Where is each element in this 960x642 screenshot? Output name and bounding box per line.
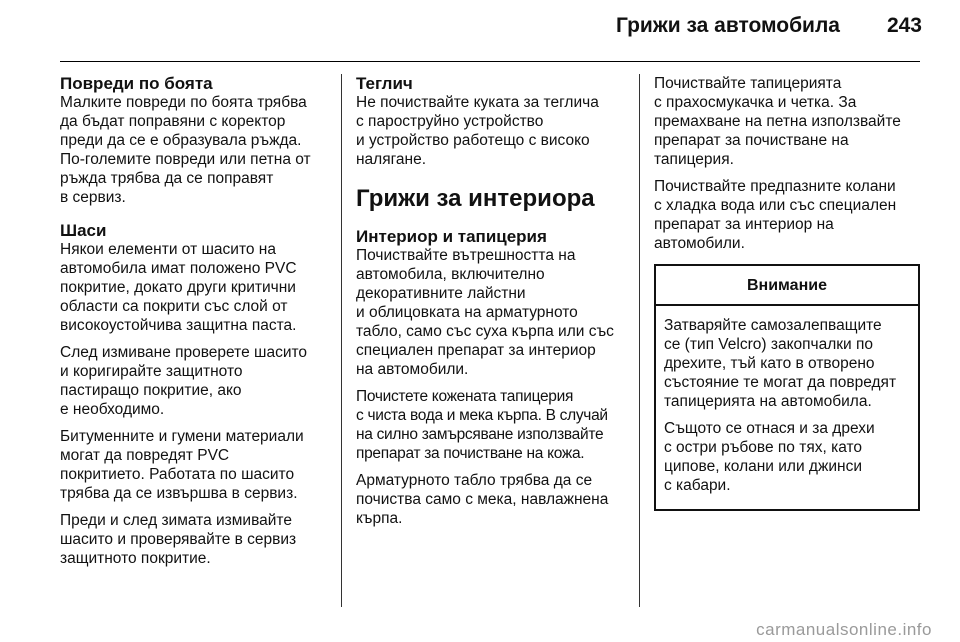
paint-damage-text: Малките повреди по боята трябва да бъдат поправяни с коректор преди да се е образувала ръжда. По-големите повреди или петна от ръжда трябва да се поправят в сервиз. (60, 94, 311, 206)
column-2 (356, 74, 624, 528)
chassis-paragraph-1: Някои елементи от шасито на автомобила имат положено PVC покритие, докато други критични области са покрити със слой от високоустойчива защитна паста. (60, 241, 297, 334)
column-divider-2 (639, 74, 640, 607)
page-number: 243 (886, 14, 922, 37)
upholstery-heading: Интериор и тапицерия (356, 227, 547, 246)
chassis-paragraph-2: След измиване проверете шасито и коригирайте защитното пастиращо покритие, ако е необходимо. (60, 344, 308, 418)
watermark: carmanualsonline.info (756, 620, 932, 639)
chassis-heading: Шаси (60, 221, 107, 240)
caution-box (654, 264, 920, 511)
tow-hitch-text: Не почиствайте куката за теглича с пароструйно устройство и устройство работещо с високо налягане. (356, 94, 599, 168)
header-divider (60, 61, 920, 62)
header-title: Грижи за автомобила (615, 14, 840, 37)
chassis-paragraph-3: Битуменните и гумени материали могат да повредят PVC покритието. Работата по шасито трябва да се извършва в сервиз. (60, 428, 304, 502)
interior-care-title: Грижи за интериора (356, 185, 595, 212)
paint-damage-heading: Повреди по боята (60, 74, 213, 93)
column-1 (60, 74, 328, 568)
tow-hitch-heading: Теглич (356, 74, 413, 93)
column-divider-1 (341, 74, 342, 607)
upholstery-paragraph-2: Почистете кожената тапицерия с чиста вода и мека кърпа. В случай на силно замърсяване използвайте препарат за почистване на кожа. (356, 388, 608, 462)
caution-body (656, 306, 918, 509)
upholstery-paragraph-3: Арматурното табло трябва да се почиства само с мека, навлажнена кърпа. (356, 472, 609, 527)
upholstery-paragraph-1: Почиствайте вътрешността на автомобила, включително декоративните лайстни и облицовката на арматурното табло, само със суха кърпа или със специален препарат за интериор на автомобили. (356, 247, 614, 378)
seat-belt-cleaning-text: Почиствайте предпазните колани с хладка вода или със специален препарат за интериор на автомобили. (654, 178, 897, 252)
caution-paragraph-1: Затваряйте самозалепващите се (тип Velcro) закопчалки по дрехите, тъй като в отворено състояние те могат да повредят тапицерията на автомобила. (664, 317, 897, 410)
upholstery-cleaning-text: Почиствайте тапицерията с прахосмукачка и четка. За премахване на петна използвайте препарат за почистване на тапицерия. (654, 75, 901, 168)
chassis-paragraph-4: Преди и след зимата измивайте шасито и проверявайте в сервиз защитното покритие. (60, 512, 297, 567)
caution-paragraph-2: Същото се отнася и за дрехи с остри ръбове по тях, като ципове, колани или джинси с кабари. (664, 420, 875, 494)
caution-title: Внимание (656, 266, 918, 306)
column-3 (654, 74, 920, 511)
